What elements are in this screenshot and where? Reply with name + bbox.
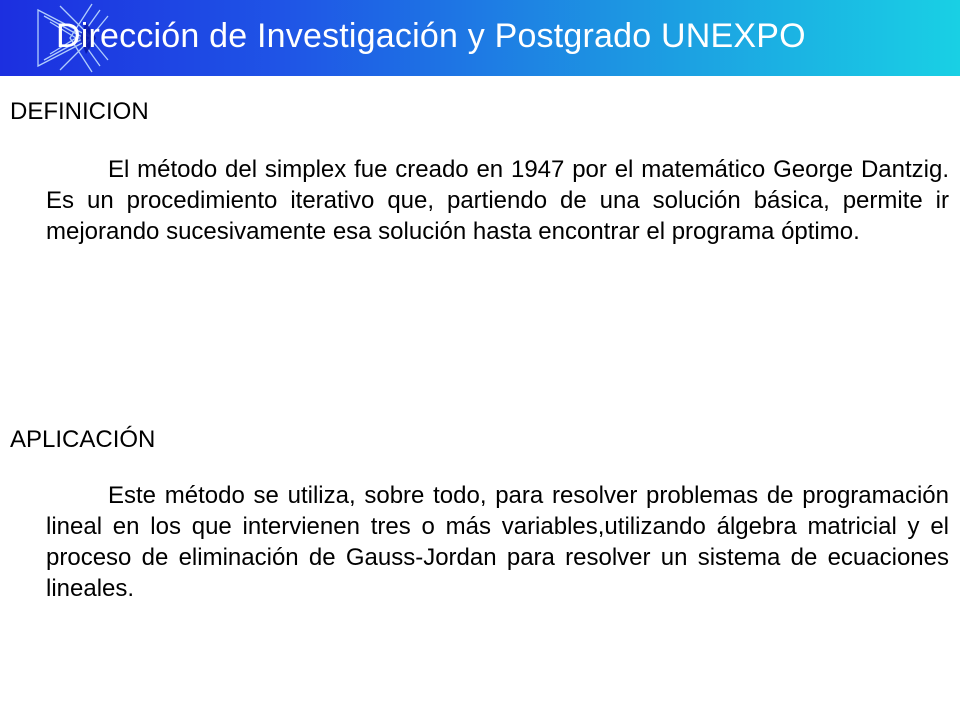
header-bar bbox=[0, 0, 960, 76]
page-title: Dirección de Investigación y Postgrado UNEXPO bbox=[56, 17, 806, 55]
section-body-definicion: El método del simplex fue creado en 1947 por el matemático George Dantzig. Es un procedimiento iterativo que, partiendo de una solución básica, permite ir mejorando sucesivamente esa solución hasta encontrar el programa óptimo. bbox=[46, 156, 949, 245]
section-heading-aplicacion: APLICACIÓN bbox=[10, 426, 156, 453]
section-heading-definicion: DEFINICION bbox=[10, 98, 149, 125]
section-body-aplicacion: Este método se utiliza, sobre todo, para resolver problemas de programación lineal en los que intervienen tres o más variables,utilizando álgebra matricial y el proceso de eliminación de Gauss-Jordan para resolver un sistema de ecuaciones lineales. bbox=[46, 482, 949, 602]
